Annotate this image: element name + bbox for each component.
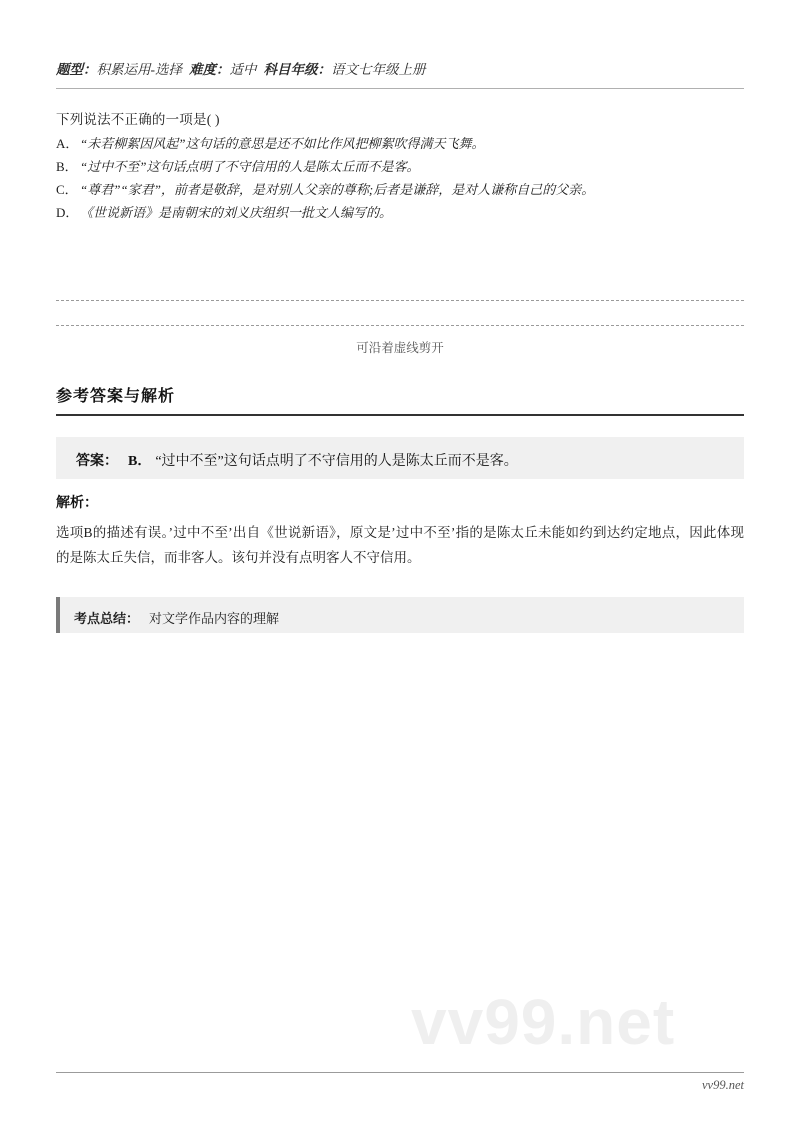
cut-dash-line-top <box>56 300 744 301</box>
answer-choice: B． <box>128 454 152 469</box>
option-b-text: “过中不至”这句话点明了不守信用的人是陈太丘而不是客。 <box>80 159 420 174</box>
option-a[interactable] <box>56 132 744 155</box>
keypoint-line <box>74 608 279 627</box>
meta-difficulty-label: 难度： <box>189 62 230 77</box>
meta-type-label: 题型： <box>56 62 97 77</box>
meta-type-value: 积累运用-选择 <box>96 62 182 77</box>
watermark-text: vv99.net <box>411 986 676 1058</box>
meta-divider <box>56 88 744 89</box>
keypoint-value: 对文学作品内容的理解 <box>149 611 280 626</box>
option-b-key: B． <box>56 159 78 174</box>
answer-section-divider <box>56 414 744 416</box>
option-c-key: C． <box>56 182 78 197</box>
cut-dash-line-bottom <box>56 325 744 326</box>
option-d-text: 《世说新语》是南朝宋的刘义庆组织一批文人编写的。 <box>80 205 393 220</box>
option-d-key: D． <box>56 205 79 220</box>
meta-subject-value: 语文七年级上册 <box>331 62 426 77</box>
cut-hint-text: 可沿着虚线剪开 <box>356 341 444 355</box>
meta-difficulty-value: 适中 <box>229 62 257 77</box>
option-a-text: “未若柳絮因风起”这句话的意思是还不如比作风把柳絮吹得满天飞舞。 <box>80 136 485 151</box>
analysis-label: 解析： <box>56 496 98 511</box>
option-c-text: “尊君”“家君”，前者是敬辞，是对别人父亲的尊称;后者是谦辞，是对人谦称自己的父亲。 <box>80 182 595 197</box>
analysis-text: 选项B的描述有误。’过中不至’出自《世说新语》，原文是’过中不至’指的是陈太丘未能如约到达约定地点，因此体现的是陈太丘失信，而非客人。该句并没有点明客人不守信用。 <box>56 525 744 565</box>
page-content <box>56 0 744 1131</box>
question-options <box>56 132 744 224</box>
answer-line <box>76 450 518 470</box>
question-stem: 下列说法不正确的一项是( ) <box>56 112 220 127</box>
answer-label: 答案： <box>76 454 118 469</box>
answer-text: “过中不至”这句话点明了不守信用的人是陈太丘而不是客。 <box>155 454 518 469</box>
option-c[interactable] <box>56 178 744 201</box>
option-a-key: A． <box>56 136 79 151</box>
question-meta <box>56 58 744 78</box>
footer-divider <box>56 1072 744 1073</box>
meta-subject-label: 科目年级： <box>263 62 331 77</box>
option-b[interactable] <box>56 155 744 178</box>
footer-text: vv99.net <box>702 1078 744 1092</box>
keypoint-label: 考点总结： <box>74 611 140 626</box>
option-d[interactable] <box>56 201 744 224</box>
answer-section-title: 参考答案与解析 <box>56 388 176 405</box>
